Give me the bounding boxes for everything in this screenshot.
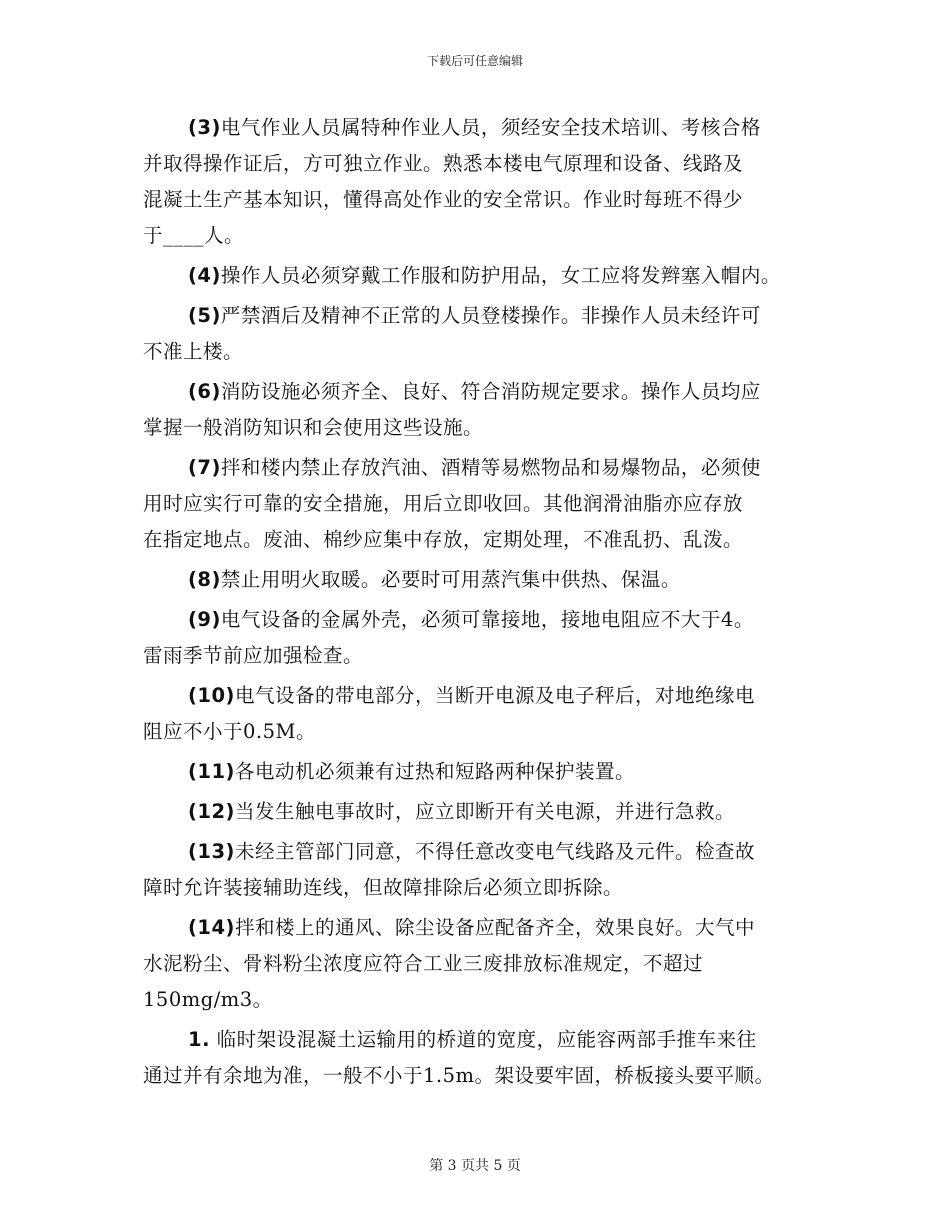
paragraph-first-line — [143, 298, 823, 334]
line-text: 拌和楼上的通风、除尘设备应配备齐全，效果良好。大气中 — [234, 916, 755, 939]
paragraph-first-line — [143, 450, 823, 486]
paragraph-line — [143, 334, 823, 370]
paragraph — [143, 910, 823, 1018]
line-text: 各电动机必须兼有过热和短路两种保护装置。 — [234, 760, 635, 783]
line-text: 水泥粉尘、骨料粉尘浓度应符合工业三废排放标准规定，不超过 — [143, 952, 704, 975]
line-text: 操作人员必须穿戴工作服和防护用品，女工应将发辫塞入帽内。 — [220, 264, 781, 287]
paragraph-line — [143, 1058, 823, 1094]
paragraph — [143, 794, 823, 830]
paragraph — [143, 562, 823, 598]
line-text: 掌握一般消防知识和会使用这些设施。 — [143, 416, 484, 439]
line-text: 禁止用明火取暖。必要时可用蒸汽集中供热、保温。 — [220, 568, 681, 591]
item-number: (4) — [188, 264, 221, 287]
item-number: (9) — [188, 608, 221, 631]
document-body — [143, 110, 823, 1098]
line-text: 混凝土生产基本知识，懂得高处作业的安全常识。作业时每班不得少 — [143, 188, 744, 211]
line-text: 电气作业人员属特种作业人员，须经安全技术培训、考核合格 — [220, 116, 761, 139]
paragraph-first-line — [143, 794, 823, 830]
paragraph-first-line — [143, 1022, 823, 1058]
paragraph — [143, 258, 823, 294]
paragraph-first-line — [143, 258, 823, 294]
paragraph-first-line — [143, 602, 823, 638]
paragraph-first-line — [143, 834, 823, 870]
item-number: (7) — [188, 456, 221, 479]
paragraph-first-line — [143, 910, 823, 946]
line-text: 障时允许装接辅助连线，但故障排除后必须立即拆除。 — [143, 876, 624, 899]
line-text: 通过并有余地为准，一般不小于1.5m。架设要牢固，桥板接头要平顺。 — [143, 1064, 775, 1087]
paragraph — [143, 834, 823, 906]
item-number: (14) — [188, 916, 235, 939]
paragraph-line — [143, 638, 823, 674]
paragraph-line — [143, 870, 823, 906]
line-text: 雷雨季节前应加强检查。 — [143, 644, 364, 667]
line-text: 于____人。 — [143, 224, 245, 247]
paragraph-first-line — [143, 562, 823, 598]
line-text: 并取得操作证后，方可独立作业。熟悉本楼电气原理和设备、线路及 — [143, 152, 744, 175]
line-text: 消防设施必须齐全、良好、符合消防规定要求。操作人员均应 — [220, 380, 761, 403]
paragraph-first-line — [143, 374, 823, 410]
paragraph-first-line — [143, 678, 823, 714]
paragraph-first-line — [143, 110, 823, 146]
item-number: (12) — [188, 800, 235, 823]
line-text: 电气设备的带电部分，当断开电源及电子秤后，对地绝缘电 — [234, 684, 755, 707]
line-text: 不准上楼。 — [143, 340, 244, 363]
item-number: (6) — [188, 380, 221, 403]
line-text: 电气设备的金属外壳，必须可靠接地，接地电阻应不大于4。 — [220, 608, 754, 631]
paragraph-line — [143, 146, 823, 182]
line-text: 在指定地点。废油、棉纱应集中存放，定期处理，不准乱扔、乱泼。 — [143, 528, 744, 551]
paragraph-line — [143, 218, 823, 254]
item-number: (5) — [188, 304, 221, 327]
paragraph — [143, 754, 823, 790]
paragraph-first-line — [143, 754, 823, 790]
line-text: 严禁酒后及精神不正常的人员登楼操作。非操作人员未经许可 — [220, 304, 761, 327]
item-number: (11) — [188, 760, 235, 783]
line-text: 150mg/m3。 — [143, 988, 273, 1011]
paragraph — [143, 1022, 823, 1094]
paragraph — [143, 110, 823, 254]
page-header: 下载后可任意编辑 — [426, 54, 523, 68]
paragraph-line — [143, 714, 823, 750]
paragraph — [143, 298, 823, 370]
paragraph-line — [143, 410, 823, 446]
item-number: (13) — [188, 840, 235, 863]
line-text: 临时架设混凝土运输用的桥道的宽度，应能容两部手推车来往 — [209, 1028, 757, 1051]
paragraph — [143, 602, 823, 674]
paragraph-line — [143, 522, 823, 558]
item-number: 1. — [188, 1028, 210, 1051]
line-text: 拌和楼内禁止存放汽油、酒精等易燃物品和易爆物品，必须使 — [220, 456, 761, 479]
line-text: 阻应不小于0.5M。 — [143, 720, 316, 743]
line-text: 用时应实行可靠的安全措施，用后立即收回。其他润滑油脂亦应存放 — [143, 492, 744, 515]
paragraph — [143, 450, 823, 558]
item-number: (10) — [188, 684, 235, 707]
line-text: 当发生触电事故时，应立即断开有关电源，并进行急救。 — [234, 800, 735, 823]
item-number: (8) — [188, 568, 221, 591]
paragraph-line — [143, 982, 823, 1018]
paragraph-line — [143, 182, 823, 218]
page-footer: 第 3 页共 5 页 — [429, 1158, 521, 1174]
paragraph-line — [143, 486, 823, 522]
paragraph-line — [143, 946, 823, 982]
line-text: 未经主管部门同意，不得任意改变电气线路及元件。检查故 — [234, 840, 755, 863]
item-number: (3) — [188, 116, 221, 139]
paragraph — [143, 374, 823, 446]
paragraph — [143, 678, 823, 750]
